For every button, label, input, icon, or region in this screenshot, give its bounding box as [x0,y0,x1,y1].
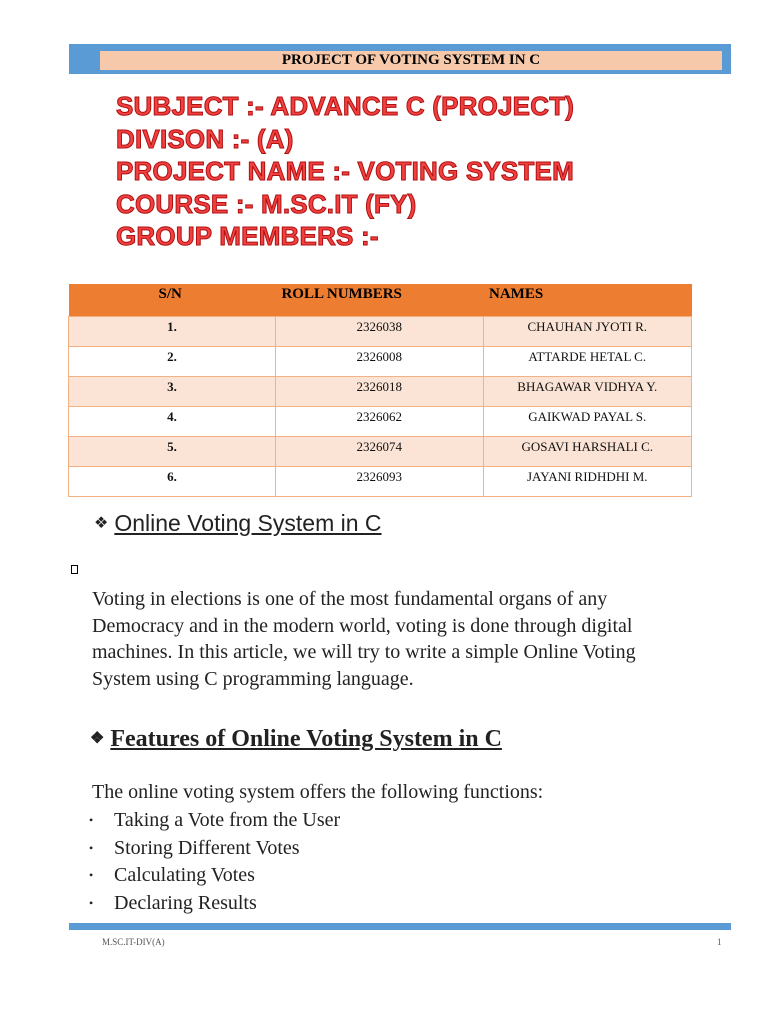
header-roll: ROLL NUMBERS [275,284,483,317]
section-heading-text: Features of Online Voting System in C [110,726,502,752]
features-intro: The online voting system offers the following functions: [92,781,544,803]
table-row [69,437,692,467]
cell-sn: 6. [69,467,276,497]
list-item-text: Calculating Votes [114,864,255,886]
placeholder-box-icon [71,565,78,574]
header-names: NAMES [483,284,692,317]
cell-sn: 3. [69,377,276,407]
cell-name: GAIKWAD PAYAL S. [483,407,692,437]
cell-roll: 2326062 [275,407,483,437]
list-item [89,890,340,918]
diamond-bullet-icon: ❖ [90,730,105,747]
header-sn: S/N [69,284,276,317]
course-line: COURSE :- M.SC.IT (FY) [116,188,417,219]
table-row [69,407,692,437]
project-name-line: PROJECT NAME :- VOTING SYSTEM [116,156,574,186]
table-row [69,377,692,407]
list-item-text: Declaring Results [114,891,257,914]
list-item [89,807,340,835]
table-row [69,347,692,377]
bullet-icon: • [89,868,94,882]
page-number: 1 [717,937,722,947]
cell-roll: 2326008 [275,347,483,377]
cell-name: BHAGAWAR VIDHYA Y. [483,377,692,407]
cell-name: JAYANI RIDHDHI M. [483,467,692,497]
cell-roll: 2326074 [275,437,483,467]
cell-roll: 2326093 [275,467,483,497]
list-item [89,862,340,890]
section-heading-online [94,510,382,537]
list-item [89,835,340,863]
subject-line: SUBJECT :- ADVANCE C (PROJECT) [116,91,575,121]
table-row [69,317,692,347]
bullet-icon: • [89,813,94,827]
bullet-icon: • [89,840,94,855]
members-table [68,284,692,497]
section-heading-features [90,726,502,753]
cell-sn: 2. [69,347,276,377]
list-item-text: Taking a Vote from the User [114,809,341,831]
features-list [89,807,340,917]
cell-roll: 2326038 [275,317,483,347]
division-line: DIVISON :- (A) [116,123,294,154]
cell-sn: 1. [69,317,276,347]
project-info [116,90,574,253]
cell-name: ATTARDE HETAL C. [483,347,692,377]
footer-label: M.SC.IT-DIV(A) [102,937,165,947]
cell-sn: 4. [69,407,276,437]
bullet-icon: • [89,895,94,910]
table-header-row [69,284,692,317]
group-members-line: GROUP MEMBERS :- [116,221,379,251]
intro-paragraph: Voting in elections is one of the most fundamental organs of any Democracy and in the modern world, voting is done through digital machines. In this article, we will try to write a simple Online Voting System using C programming language. [92,588,636,690]
table-row [69,467,692,497]
footer-bar [69,923,731,930]
list-item-text: Storing Different Votes [114,836,300,859]
cell-name: GOSAVI HARSHALI C. [483,437,692,467]
section-heading-text: Online Voting System in C [114,510,382,536]
diamond-bullet-icon: ❖ [94,515,109,532]
cell-name: CHAUHAN JYOTI R. [483,317,692,347]
page-title: PROJECT OF VOTING SYSTEM IN C [100,51,722,70]
cell-sn: 5. [69,437,276,467]
cell-roll: 2326018 [275,377,483,407]
